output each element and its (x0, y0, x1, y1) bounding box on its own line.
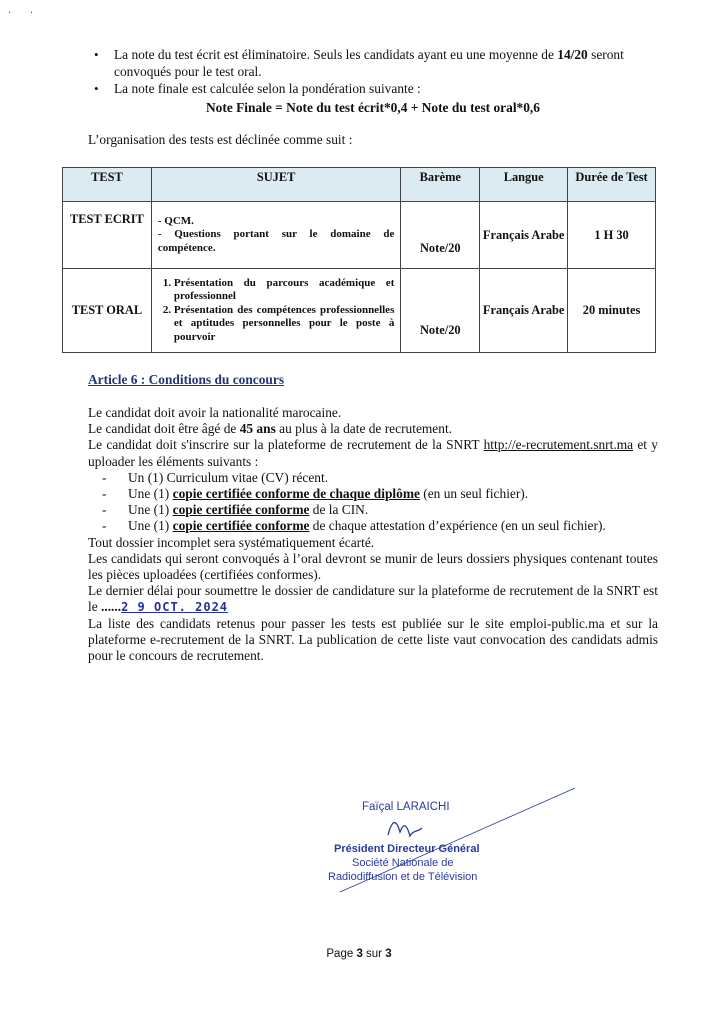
list-item (128, 486, 658, 502)
page-number: 3 (356, 948, 363, 960)
bullet-final-note (114, 80, 684, 97)
header-sujet: SUJET (151, 168, 401, 202)
intro-text: L’organisation des tests est déclinée comme suit : (88, 132, 353, 147)
article-title: Article 6 : Conditions du concours (88, 372, 285, 387)
tests-table (62, 167, 656, 353)
emphasis: copie certifiée conforme (172, 502, 310, 518)
cell-subject (151, 202, 401, 269)
scan-specks: · · (8, 8, 42, 19)
cell-subject (151, 269, 401, 353)
list-item (128, 470, 658, 486)
stamp-line2: Société Nationale de (352, 857, 454, 869)
text: de la CIN. (309, 502, 369, 518)
paragraph: La liste des candidats retenus pour passer les tests est publiée sur le site emploi-public.ma et sur la plateforme e-recrutement de la SNRT. La publication de cette liste vaut convocation des candidats admis pour le concours de recrutement. (88, 615, 658, 664)
cell-test: TEST ECRIT (63, 202, 152, 269)
text: Le candidat doit s'inscrire sur la plateforme de recrutement de la SNRT (88, 437, 484, 453)
paragraph (88, 421, 658, 437)
subject-line: - Questions portant sur le domaine de compétence. (157, 228, 395, 254)
text: sur (362, 948, 386, 960)
date-stamp: 2 9 OCT. 2024 (121, 600, 229, 615)
bullet-bold-score: 14/20 (557, 47, 588, 62)
cell-test: TEST ORAL (63, 269, 152, 353)
header-langue: Langue (480, 168, 568, 202)
stamp-line3: Radiodiffusion et de Télévision (328, 871, 478, 883)
dots: ...... (101, 599, 122, 615)
paragraph (88, 437, 658, 469)
table-header-row (63, 168, 656, 202)
page-footer (0, 948, 718, 960)
header-bareme: Barème (401, 168, 480, 202)
documents-list (88, 470, 658, 535)
stamp-line1: Président Directeur Général (334, 843, 480, 855)
emphasis: copie certifiée conforme (172, 518, 310, 534)
cell-langue: Français Arabe (480, 202, 568, 269)
article-body (88, 405, 658, 664)
text: Page (326, 948, 357, 960)
text: Une (1) (128, 486, 173, 502)
text: Une (1) (128, 518, 173, 534)
subject-line: 1. Présentation du parcours académique et professionnel (174, 277, 395, 304)
bullet-list (88, 46, 684, 97)
text: au plus à la date de recrutement. (275, 421, 453, 437)
bullet-text: La note du test écrit est éliminatoire. Seuls les candidats ayant eu une moyenne de (114, 47, 558, 62)
list-item (128, 502, 658, 518)
emphasis: copie certifiée conforme de chaque diplôme (172, 486, 420, 502)
bullet-text-end: seront convoqués pour le test oral. (114, 47, 624, 79)
text: Le candidat doit être âgé de (88, 421, 240, 437)
signature-stamp (300, 780, 580, 900)
paragraph: Les candidats qui seront convoqués à l’oral devront se munir de leurs dossiers physiques contenant toutes les pièces uploadées (certifiées conformes). (88, 550, 658, 583)
cell-langue: Français Arabe (480, 269, 568, 353)
list-item (128, 518, 658, 534)
header-duree: Durée de Test (568, 168, 656, 202)
signature-scribble (388, 823, 422, 836)
recruitment-link[interactable]: http://e-recrutement.snrt.ma (483, 437, 634, 453)
age-limit: 45 ans (239, 421, 276, 437)
text: Le dernier délai pour soumettre le dossier de candidature sur la plateforme de recrutement de la SNRT est le (88, 583, 658, 615)
stamp-name: Faïçal LARAICHI (362, 801, 450, 813)
text: Une (1) (128, 502, 173, 518)
text: Un (1) Curriculum vitae (CV) récent. (128, 469, 329, 485)
bullet-text: La note finale est calculée selon la pondération suivante : (114, 81, 421, 96)
text: (en un seul fichier). (419, 486, 529, 502)
subject-line: 2. Présentation des compétences professionnelles et aptitudes personnelles pour le poste à pourvoir (174, 304, 395, 345)
cell-duree: 20 minutes (568, 269, 656, 353)
paragraph: Tout dossier incomplet sera systématiquement écarté. (88, 534, 375, 550)
subject-line: - QCM. (157, 214, 194, 227)
cell-duree: 1 H 30 (568, 202, 656, 269)
paragraph: Le candidat doit avoir la nationalité marocaine. (88, 405, 342, 420)
table-row (63, 269, 656, 353)
header-test: TEST (63, 168, 152, 202)
page-total: 3 (385, 948, 392, 960)
formula: Note Finale = Note du test écrit*0,4 + Note du test oral*0,6 (206, 100, 540, 115)
text: et y uploader les éléments suivants : (88, 437, 658, 469)
table-row (63, 202, 656, 269)
paragraph (88, 583, 658, 615)
cell-bareme: Note/20 (401, 202, 480, 269)
cell-bareme: Note/20 (401, 269, 480, 353)
text: de chaque attestation d’expérience (en un seul fichier). (309, 518, 606, 534)
bullet-elimination (114, 46, 684, 80)
